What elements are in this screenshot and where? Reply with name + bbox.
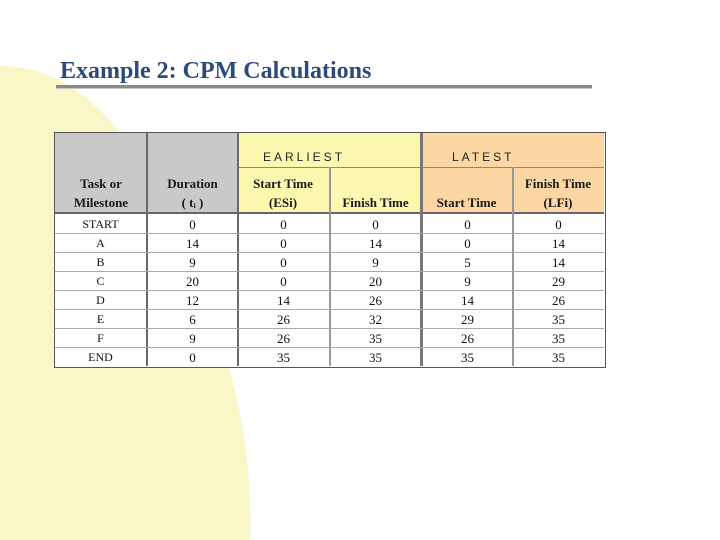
table-row [55,253,604,272]
cell-es: 0 [280,274,287,289]
row-separator [55,271,604,272]
cell-duration: 0 [189,217,196,232]
cell-lf: 29 [552,274,565,289]
cpm-table [54,132,606,368]
cell-lf: 0 [555,217,562,232]
cell-lf: 35 [552,350,565,365]
cell-task: B [96,255,105,269]
cell-duration: 9 [189,255,196,270]
cell-task: END [88,350,113,364]
cell-ef: 9 [372,255,379,270]
row-separator [55,252,604,253]
header-lf: Finish Time (LFi) [524,176,592,210]
group-latest: LATEST [452,150,515,164]
cell-task: F [97,331,104,345]
cell-ef: 32 [369,312,382,327]
row-separator [55,328,604,329]
table-row [55,215,604,234]
cell-es: 0 [280,217,287,232]
table-row [55,272,604,291]
row-separator [55,290,604,291]
cell-task: START [82,217,119,231]
cell-ls: 0 [464,236,471,251]
cell-duration: 6 [189,312,196,327]
cell-ls: 9 [464,274,471,289]
header-duration: Duration [167,176,218,191]
row-separator [55,347,604,348]
header-ls: Start Time [436,195,497,210]
cell-es: 35 [277,350,290,365]
cell-duration: 0 [189,350,196,365]
header-ef: Finish Time [342,195,409,210]
cell-ef: 35 [369,331,382,346]
cell-task: A [96,236,105,250]
cell-task: C [96,274,105,288]
slide-title: Example 2: CPM Calculations [60,58,372,84]
header-es: Start Time (ESi) [253,176,313,210]
cell-ef: 0 [372,217,379,232]
cell-duration: 20 [186,274,199,289]
cell-ef: 20 [369,274,382,289]
cell-ef: 14 [369,236,382,251]
cell-ef: 26 [369,293,382,308]
header-task: Task or Milestone [73,176,129,210]
cell-ls: 14 [461,293,474,308]
cell-ls: 29 [461,312,474,327]
cell-ls: 5 [464,255,471,270]
cell-lf: 35 [552,312,565,327]
group-earliest: EARLIEST [263,150,346,164]
cell-ls: 0 [464,217,471,232]
cell-ls: 26 [461,331,474,346]
table-row [55,234,604,253]
title-underline-shadow [56,88,592,89]
cell-ls: 35 [461,350,474,365]
cell-ef: 35 [369,350,382,365]
cell-task: E [96,312,105,326]
cell-es: 26 [277,312,290,327]
header-duration-sub: ( tᵢ ) [181,195,204,210]
cell-lf: 26 [552,293,565,308]
cell-es: 0 [280,236,287,251]
cell-duration: 14 [186,236,199,251]
table-row [55,291,604,310]
cell-duration: 9 [189,331,196,346]
cell-es: 26 [277,331,290,346]
table-row [55,348,604,367]
table-row [55,329,604,348]
cell-es: 14 [277,293,290,308]
row-separator [55,233,604,234]
row-separator [55,309,604,310]
cell-es: 0 [280,255,287,270]
cell-lf: 35 [552,331,565,346]
cell-duration: 12 [186,293,199,308]
table-row [55,310,604,329]
cell-lf: 14 [552,236,565,251]
cell-lf: 14 [552,255,565,270]
cell-task: D [96,293,105,307]
